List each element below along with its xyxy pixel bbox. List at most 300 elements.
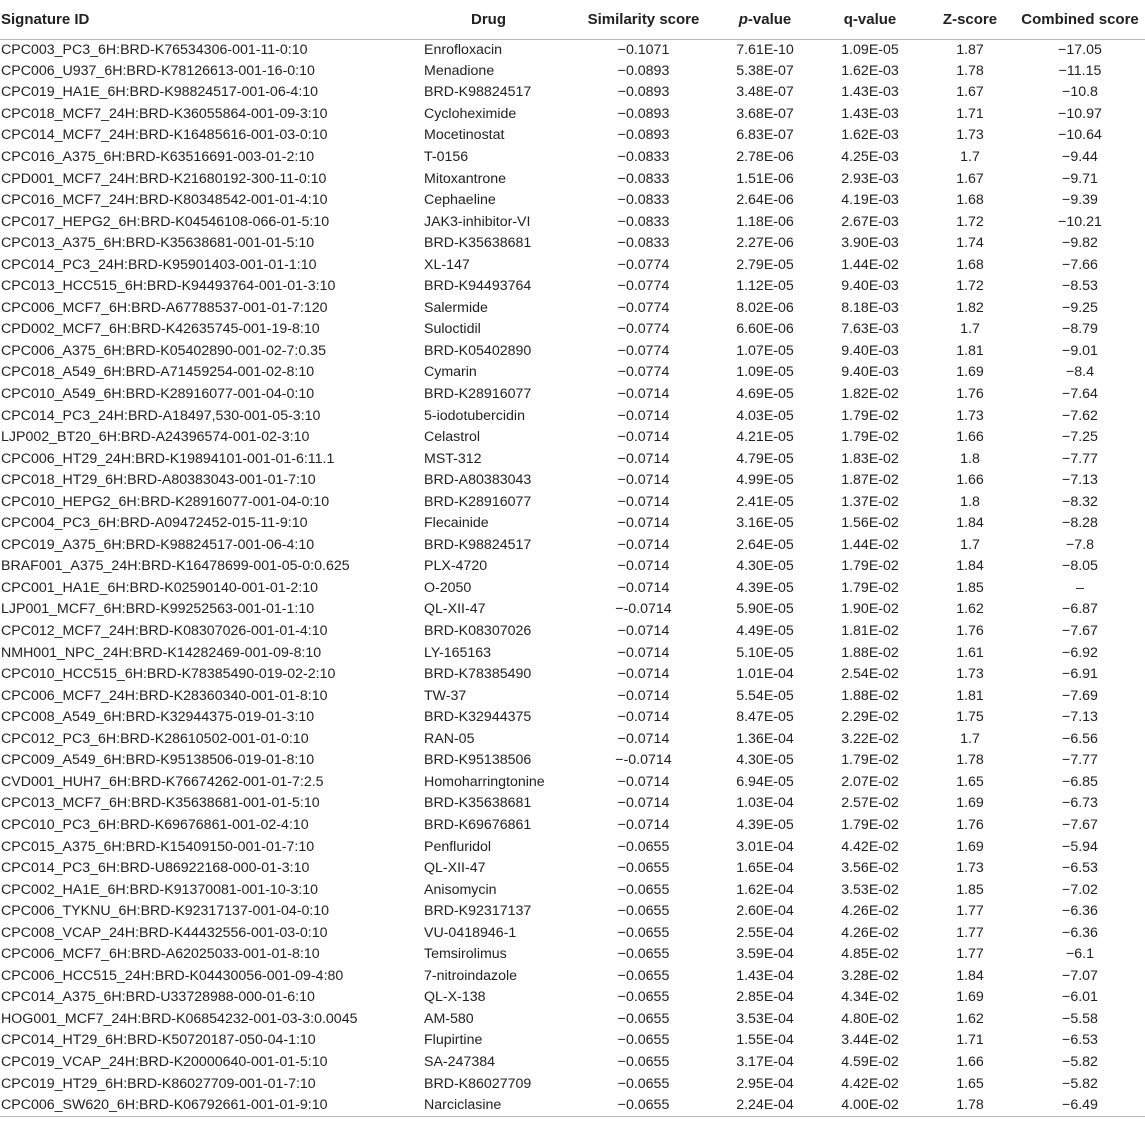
cell-combined-score: −9.25 (1062, 299, 1098, 316)
cell-signature-id: CPC015_A375_6H:BRD-K15409150-001-01-7:10 (1, 838, 315, 855)
cell-q-value: 1.62E-03 (841, 127, 899, 144)
cell-combined-score: −10.8 (1062, 84, 1098, 101)
table-row (0, 1073, 1145, 1095)
cell-signature-id: CPC004_PC3_6H:BRD-A09472452-015-11-9:10 (1, 515, 308, 532)
cell-similarity-score: −0.0714 (617, 666, 670, 683)
cell-p-value: 4.30E-05 (736, 558, 794, 575)
cell-signature-id: CPC006_TYKNU_6H:BRD-K92317137-001-04-0:10 (1, 903, 330, 920)
cell-p-value: 7.61E-10 (736, 41, 794, 58)
cell-similarity-score: −0.0655 (617, 1053, 670, 1070)
cell-p-value: 4.21E-05 (736, 429, 794, 446)
table-row (0, 685, 1145, 707)
cell-combined-score: −9.44 (1062, 149, 1098, 165)
cell-combined-score: −8.05 (1062, 558, 1098, 575)
table-row (0, 578, 1145, 600)
cell-p-value: 4.03E-05 (736, 407, 794, 424)
table-row (0, 211, 1145, 233)
cell-signature-id: CPC017_HEPG2_6H:BRD-K04546108-066-01-5:10 (1, 213, 330, 230)
cell-q-value: 1.79E-02 (841, 407, 899, 424)
cell-signature-id: CPC010_PC3_6H:BRD-K69676861-001-02-4:10 (1, 816, 309, 833)
cell-combined-score: −5.94 (1062, 838, 1098, 855)
cell-p-value: 1.03E-04 (736, 795, 794, 812)
cell-signature-id: CPC001_HA1E_6H:BRD-K02590140-001-01-2:10 (1, 579, 319, 596)
cell-combined-score: −7.69 (1062, 687, 1098, 704)
cell-combined-score: −6.36 (1062, 924, 1098, 941)
cell-p-value: 8.47E-05 (736, 709, 794, 726)
table-row (0, 233, 1145, 255)
cell-q-value: 1.79E-02 (841, 579, 899, 596)
cell-drug: O-2050 (424, 579, 472, 596)
cell-q-value: 3.44E-02 (841, 1032, 899, 1049)
cell-p-value: 5.90E-05 (736, 601, 794, 618)
cell-similarity-score: −0.0655 (617, 967, 670, 984)
cell-drug: Cymarin (424, 364, 477, 381)
cell-combined-score: −7.07 (1062, 967, 1098, 984)
cell-signature-id: CPC006_SW620_6H:BRD-K06792661-001-01-9:10 (0, 1095, 424, 1117)
cell-z-score: 1.77 (956, 946, 984, 963)
cell-similarity-score: −0.0774 (617, 256, 670, 273)
cell-similarity-score: −0.0714 (617, 773, 670, 790)
cell-p-value: 1.51E-06 (736, 170, 794, 187)
cell-p-value: 2.24E-04 (715, 1095, 815, 1117)
cell-p-value: 2.85E-04 (736, 989, 794, 1006)
cell-combined-score: −5.82 (1062, 1075, 1098, 1092)
cell-q-value: 2.29E-02 (841, 709, 899, 726)
cell-p-value: 2.79E-05 (736, 256, 794, 273)
table-row (0, 772, 1145, 794)
cell-drug: Suloctidil (424, 321, 481, 338)
cell-signature-id: CPC014_MCF7_24H:BRD-K16485616-001-03-0:10 (1, 127, 328, 144)
cell-q-value: 4.26E-02 (841, 903, 899, 920)
cell-q-value: 1.79E-02 (841, 816, 899, 833)
cell-p-value: 5.10E-05 (736, 644, 794, 661)
cell-similarity-score: −0.0714 (617, 536, 670, 553)
cell-z-score: 1.65 (956, 1075, 984, 1092)
cell-combined-score: −7.67 (1062, 623, 1098, 640)
cell-combined-score: −6.87 (1062, 601, 1098, 618)
table-header (0, 0, 1145, 39)
table-row (0, 39, 1145, 61)
table-row (0, 298, 1145, 320)
cell-similarity-score: −-0.0714 (615, 601, 672, 618)
cell-drug: Menadione (424, 62, 495, 79)
cell-p-value: 3.53E-04 (736, 1010, 794, 1027)
cell-z-score: 1.7 (960, 149, 980, 165)
cell-z-score: 1.74 (956, 235, 984, 252)
cell-similarity-score: −0.0714 (617, 515, 670, 532)
cell-z-score: 1.81 (956, 687, 984, 704)
cell-combined-score: −6.92 (1062, 644, 1098, 661)
table-row (0, 944, 1145, 966)
cell-z-score: 1.73 (956, 127, 984, 144)
cell-signature-id: CPC014_HT29_6H:BRD-K50720187-050-04-1:10 (1, 1032, 316, 1049)
cell-z-score: 1.77 (956, 903, 984, 920)
cell-drug: Homoharringtonine (424, 773, 545, 790)
cell-p-value: 4.99E-05 (736, 472, 794, 489)
cell-q-value: 3.53E-02 (841, 881, 899, 898)
cell-drug: QL-XII-47 (424, 601, 486, 618)
cell-q-value: 4.80E-02 (841, 1010, 899, 1027)
header-q-value: q-value (815, 0, 925, 39)
cell-signature-id: CPC016_MCF7_24H:BRD-K80348542-001-01-4:10 (1, 192, 328, 209)
cell-z-score: 1.76 (956, 386, 984, 403)
table-row (0, 82, 1145, 104)
cell-similarity-score: −0.0655 (617, 860, 670, 877)
cell-similarity-score: −0.0655 (617, 946, 670, 963)
cell-signature-id: CPC008_VCAP_24H:BRD-K44432556-001-03-0:10 (1, 924, 328, 941)
cell-combined-score: −7.13 (1062, 472, 1098, 489)
table-row (0, 319, 1145, 341)
table-row (0, 190, 1145, 212)
cell-combined-score: −6.53 (1062, 1032, 1098, 1049)
header-drug: Drug (424, 0, 572, 39)
header-p-value-p: p (738, 10, 748, 28)
cell-z-score: 1.87 (956, 41, 984, 58)
cell-signature-id: CPC018_MCF7_24H:BRD-K36055864-001-09-3:10 (1, 105, 328, 122)
table-row (0, 61, 1145, 83)
cell-z-score: 1.62 (956, 601, 984, 618)
cell-drug: BRD-K35638681 (424, 795, 532, 812)
table-row (0, 987, 1145, 1009)
cell-combined-score: −6.01 (1062, 989, 1098, 1006)
cell-combined-score: −8.32 (1062, 493, 1098, 510)
cell-signature-id: CPC010_HEPG2_6H:BRD-K28916077-001-04-0:10 (1, 493, 330, 510)
cell-signature-id: CPC018_A549_6H:BRD-A71459254-001-02-8:10 (1, 364, 315, 381)
cell-similarity-score: −0.0714 (617, 795, 670, 812)
cell-p-value: 1.43E-04 (736, 967, 794, 984)
cell-similarity-score: −0.0655 (617, 903, 670, 920)
cell-drug: BRD-K98824517 (424, 84, 532, 101)
table-row (0, 599, 1145, 621)
table-row (0, 621, 1145, 643)
cell-q-value: 1.81E-02 (841, 623, 899, 640)
cell-z-score: 1.8 (960, 450, 980, 467)
cell-combined-score: −9.71 (1062, 170, 1098, 187)
cell-signature-id: CPC008_A549_6H:BRD-K32944375-019-01-3:10 (1, 709, 315, 726)
cell-q-value: 2.57E-02 (841, 795, 899, 812)
table-row (0, 879, 1145, 901)
cell-signature-id: CPC006_HCC515_24H:BRD-K04430056-001-09-4:80 (1, 967, 344, 984)
cell-p-value: 5.54E-05 (736, 687, 794, 704)
cell-drug: BRD-K32944375 (424, 709, 532, 726)
table-row (0, 341, 1145, 363)
cell-combined-score: −7.02 (1062, 881, 1098, 898)
cell-p-value: 6.94E-05 (736, 773, 794, 790)
cell-similarity-score: −0.0714 (617, 579, 670, 596)
cell-drug: JAK3-inhibitor-VI (424, 213, 531, 230)
cell-signature-id: CPD001_MCF7_24H:BRD-K21680192-300-11-0:10 (1, 170, 327, 187)
cell-q-value: 3.56E-02 (841, 860, 899, 877)
cell-q-value: 1.79E-02 (841, 429, 899, 446)
cell-combined-score: −6.91 (1062, 666, 1098, 683)
cell-combined-score: −6.56 (1062, 730, 1098, 747)
table-row (0, 836, 1145, 858)
cell-combined-score: −10.21 (1058, 213, 1102, 230)
cell-signature-id: CPC019_A375_6H:BRD-K98824517-001-06-4:10 (1, 536, 315, 553)
table-row (0, 427, 1145, 449)
cell-q-value: 9.40E-03 (841, 342, 899, 359)
cell-z-score: 1.69 (956, 795, 984, 812)
cell-q-value: 4.85E-02 (841, 946, 899, 963)
cell-z-score: 1.61 (956, 644, 984, 661)
cell-similarity-score: −0.0774 (617, 342, 670, 359)
cell-drug: TW-37 (424, 687, 467, 704)
cell-combined-score: −7.77 (1062, 450, 1098, 467)
cell-p-value: 4.39E-05 (736, 816, 794, 833)
cell-drug: Penfluridol (424, 838, 492, 855)
cell-drug: Mocetinostat (424, 127, 505, 144)
cell-drug: BRD-K86027709 (424, 1075, 532, 1092)
cell-signature-id: CPC013_HCC515_6H:BRD-K94493764-001-01-3:10 (1, 278, 336, 295)
table-row (0, 1009, 1145, 1031)
cell-similarity-score: −0.0893 (617, 127, 670, 144)
cell-combined-score: −9.01 (1062, 342, 1098, 359)
cell-q-value: 1.09E-05 (841, 41, 899, 58)
cell-z-score: 1.7 (960, 730, 980, 747)
cell-similarity-score: −0.0893 (617, 84, 670, 101)
cell-signature-id: CPC013_A375_6H:BRD-K35638681-001-01-5:10 (1, 235, 315, 252)
table-row (0, 750, 1145, 772)
cell-z-score: 1.72 (956, 213, 984, 230)
cell-p-value: 3.17E-04 (736, 1053, 794, 1070)
cell-similarity-score: −0.0655 (617, 1075, 670, 1092)
cell-signature-id: CPC016_A375_6H:BRD-K63516691-003-01-2:10 (1, 149, 315, 165)
cell-combined-score: −7.62 (1062, 407, 1098, 424)
header-z-score: Z-score (925, 0, 1015, 39)
table-row (0, 125, 1145, 147)
cell-similarity-score: −0.0655 (617, 1010, 670, 1027)
cell-drug: Salermide (424, 299, 488, 316)
cell-p-value: 2.41E-05 (736, 493, 794, 510)
cell-z-score: 1.84 (956, 558, 984, 575)
cell-signature-id: CPC010_A549_6H:BRD-K28916077-001-04-0:10 (1, 386, 315, 403)
cell-signature-id: CPD002_MCF7_6H:BRD-K42635745-001-19-8:10 (1, 321, 320, 338)
cell-q-value: 1.88E-02 (841, 644, 899, 661)
cell-signature-id: BRAF001_A375_24H:BRD-K16478699-001-05-0:0.625 (1, 558, 350, 575)
cell-combined-score: −10.64 (1058, 127, 1102, 144)
header-row (0, 0, 1145, 39)
table-row (0, 793, 1145, 815)
header-p-value-suffix: -value (747, 10, 792, 28)
cell-drug: BRD-K69676861 (424, 816, 532, 833)
cell-similarity-score: −0.0714 (617, 493, 670, 510)
cell-p-value: 3.68E-07 (736, 105, 794, 122)
cell-p-value: 8.02E-06 (736, 299, 794, 316)
cell-combined-score: −17.05 (1058, 41, 1102, 58)
cell-similarity-score: −0.0833 (617, 235, 670, 252)
cell-z-score: 1.85 (956, 579, 984, 596)
cell-similarity-score: −0.0714 (617, 472, 670, 489)
cell-signature-id: CPC006_U937_6H:BRD-K78126613-001-16-0:10 (1, 62, 315, 79)
table-row (0, 664, 1145, 686)
cell-drug: QL-X-138 (424, 989, 486, 1006)
table-row (0, 815, 1145, 837)
cell-q-value: 4.25E-03 (841, 149, 899, 165)
cell-drug: 7-nitroindazole (424, 967, 518, 984)
cell-q-value: 4.34E-02 (841, 989, 899, 1006)
table-row (0, 922, 1145, 944)
cell-combined-score: −7.8 (1065, 536, 1094, 553)
cell-combined-score: −6.85 (1062, 773, 1098, 790)
table-row (0, 1052, 1145, 1074)
cell-p-value: 2.78E-06 (736, 149, 794, 165)
cell-z-score: 1.67 (956, 84, 984, 101)
cell-similarity-score: −0.1071 (617, 41, 670, 58)
cell-drug: Mitoxantrone (424, 170, 507, 187)
cell-drug: T-0156 (424, 149, 469, 165)
table-row (0, 104, 1145, 126)
cell-p-value: 4.30E-05 (736, 752, 794, 769)
cell-p-value: 3.16E-05 (736, 515, 794, 532)
table-row (0, 535, 1145, 557)
cell-combined-score: −11.15 (1058, 62, 1102, 79)
cell-q-value: 1.88E-02 (841, 687, 899, 704)
cell-drug: BRD-K78385490 (424, 666, 532, 683)
header-similarity-score: Similarity score (572, 0, 715, 39)
cell-q-value: 3.22E-02 (841, 730, 899, 747)
cell-signature-id: CPC014_A375_6H:BRD-U33728988-000-01-6:10 (1, 989, 315, 1006)
cell-q-value: 9.40E-03 (841, 278, 899, 295)
cell-signature-id: CPC019_VCAP_24H:BRD-K20000640-001-01-5:10 (1, 1053, 328, 1070)
cell-p-value: 3.59E-04 (736, 946, 794, 963)
cell-drug: Celastrol (424, 429, 480, 446)
cell-signature-id: CPC019_HT29_6H:BRD-K86027709-001-01-7:10 (1, 1075, 316, 1092)
cell-z-score: 1.77 (956, 924, 984, 941)
cell-q-value: 1.44E-02 (841, 536, 899, 553)
cell-z-score: 1.81 (956, 342, 984, 359)
cell-p-value: 4.49E-05 (736, 623, 794, 640)
cell-signature-id: CPC012_MCF7_24H:BRD-K08307026-001-01-4:10 (1, 623, 328, 640)
cell-p-value: 1.09E-05 (736, 364, 794, 381)
cell-z-score: 1.66 (956, 1053, 984, 1070)
cell-q-value: 4.59E-02 (841, 1053, 899, 1070)
cell-z-score: 1.69 (956, 364, 984, 381)
cell-z-score: 1.7 (960, 536, 980, 553)
cell-combined-score: −6.73 (1062, 795, 1098, 812)
cell-signature-id: CPC006_MCF7_6H:BRD-A62025033-001-01-8:10 (1, 946, 320, 963)
cell-signature-id: CPC012_PC3_6H:BRD-K28610502-001-01-0:10 (1, 730, 309, 747)
cell-signature-id: CPC013_MCF7_6H:BRD-K35638681-001-01-5:10 (1, 795, 320, 812)
cell-similarity-score: −0.0655 (572, 1095, 715, 1117)
header-p-value (715, 0, 815, 39)
cell-z-score: 1.73 (956, 666, 984, 683)
table-row (0, 470, 1145, 492)
table-row (0, 858, 1145, 880)
cell-drug: BRD-K28916077 (424, 386, 532, 403)
cell-similarity-score: −0.0893 (617, 105, 670, 122)
cell-p-value: 6.60E-06 (736, 321, 794, 338)
cell-drug: BRD-K28916077 (424, 493, 532, 510)
cell-signature-id: CPC010_HCC515_6H:BRD-K78385490-019-02-2:10 (1, 666, 336, 683)
cell-drug: 5-iodotubercidin (424, 407, 525, 424)
cell-q-value: 4.00E-02 (815, 1095, 925, 1117)
cell-similarity-score: −0.0774 (617, 278, 670, 295)
cell-z-score: 1.71 (956, 105, 984, 122)
cell-signature-id: CPC014_PC3_24H:BRD-K95901403-001-01-1:10 (1, 256, 317, 273)
cell-q-value: 1.79E-02 (841, 752, 899, 769)
cell-signature-id: CPC006_MCF7_24H:BRD-K28360340-001-01-8:10 (1, 687, 328, 704)
cell-combined-score: −5.82 (1062, 1053, 1098, 1070)
cell-similarity-score: −0.0774 (617, 299, 670, 316)
cell-z-score: 1.62 (956, 1010, 984, 1027)
cell-drug: LY-165163 (424, 644, 492, 661)
cell-p-value: 1.36E-04 (736, 730, 794, 747)
cell-q-value: 3.28E-02 (841, 967, 899, 984)
cell-drug: Flupirtine (424, 1032, 483, 1049)
table-row (0, 1030, 1145, 1052)
cell-p-value: 1.01E-04 (736, 666, 794, 683)
cell-p-value: 2.27E-06 (736, 235, 794, 252)
cell-p-value: 1.07E-05 (736, 342, 794, 359)
cell-q-value: 1.83E-02 (841, 450, 899, 467)
table-row (0, 642, 1145, 664)
table-row (0, 448, 1145, 470)
cell-q-value: 4.19E-03 (841, 192, 899, 209)
cell-combined-score: −8.28 (1062, 515, 1098, 532)
table-row (0, 1095, 1145, 1117)
cell-combined-score: −7.25 (1062, 429, 1098, 446)
cell-combined-score: −10.97 (1058, 105, 1102, 122)
cell-p-value: 2.60E-04 (736, 903, 794, 920)
cell-signature-id: NMH001_NPC_24H:BRD-K14282469-001-09-8:10 (1, 644, 322, 661)
cell-similarity-score: −0.0655 (617, 1032, 670, 1049)
cell-q-value: 1.82E-02 (841, 386, 899, 403)
cell-signature-id: CVD001_HUH7_6H:BRD-K76674262-001-01-7:2.5 (1, 773, 324, 790)
cell-similarity-score: −0.0833 (617, 213, 670, 230)
cell-combined-score: −6.53 (1062, 860, 1098, 877)
cell-p-value: 2.64E-06 (736, 192, 794, 209)
cell-drug: AM-580 (424, 1010, 474, 1027)
cell-z-score: 1.84 (956, 967, 984, 984)
cell-signature-id: LJP002_BT20_6H:BRD-A24396574-001-02-3:10 (1, 429, 310, 446)
cell-z-score: 1.68 (956, 192, 984, 209)
cell-combined-score: −7.77 (1062, 752, 1098, 769)
cell-q-value: 4.42E-02 (841, 1075, 899, 1092)
cell-q-value: 1.90E-02 (841, 601, 899, 618)
cell-p-value: 2.64E-05 (736, 536, 794, 553)
cell-signature-id: CPC006_A375_6H:BRD-K05402890-001-02-7:0.35 (1, 342, 326, 359)
cell-similarity-score: −0.0714 (617, 687, 670, 704)
cell-drug: BRD-K95138506 (424, 752, 532, 769)
cell-q-value: 1.37E-02 (841, 493, 899, 510)
table-row (0, 513, 1145, 535)
cell-q-value: 8.18E-03 (841, 299, 899, 316)
cell-similarity-score: −0.0714 (617, 730, 670, 747)
cell-z-score: 1.65 (956, 773, 984, 790)
cell-z-score: 1.85 (956, 881, 984, 898)
cell-drug: SA-247384 (424, 1053, 495, 1070)
cell-combined-score: −6.36 (1062, 903, 1098, 920)
table-row (0, 966, 1145, 988)
cell-similarity-score: −0.0714 (617, 450, 670, 467)
cell-drug: Cycloheximide (424, 105, 517, 122)
cell-similarity-score: −0.0714 (617, 644, 670, 661)
cell-combined-score: −7.67 (1062, 816, 1098, 833)
cell-similarity-score: −0.0655 (617, 924, 670, 941)
cell-signature-id: HOG001_MCF7_24H:BRD-K06854232-001-03-3:0.0045 (1, 1010, 358, 1027)
table-row (0, 254, 1145, 276)
cell-combined-score: −9.39 (1062, 192, 1098, 209)
cell-similarity-score: −0.0655 (617, 989, 670, 1006)
cell-combined-score: −5.58 (1062, 1010, 1098, 1027)
cell-signature-id: CPC003_PC3_6H:BRD-K76534306-001-11-0:10 (1, 41, 308, 58)
cell-q-value: 2.93E-03 (841, 170, 899, 187)
cell-q-value: 4.26E-02 (841, 924, 899, 941)
cell-drug: BRD-K92317137 (424, 903, 532, 920)
cell-z-score: 1.75 (956, 709, 984, 726)
table-row (0, 362, 1145, 384)
cell-q-value: 2.07E-02 (841, 773, 899, 790)
